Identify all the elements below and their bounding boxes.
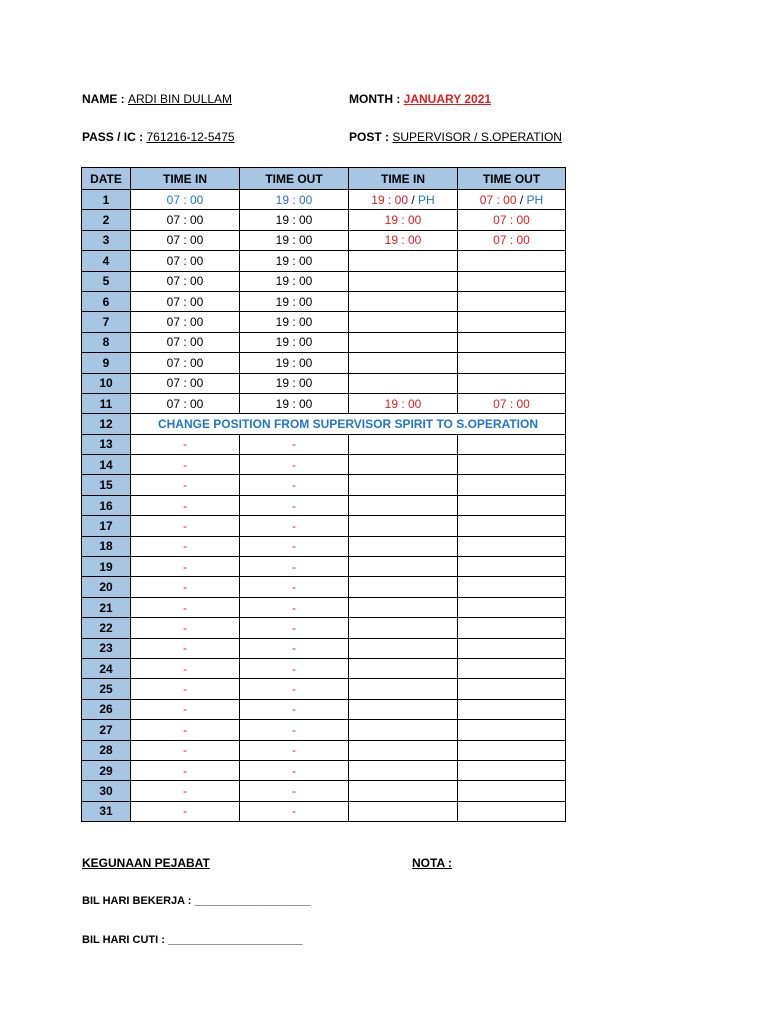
table-row [82,434,566,454]
time-in-cell: - [131,577,240,597]
table-row [82,781,566,801]
time-out-cell: - [240,434,349,454]
time-in-2-cell [349,618,458,638]
time-out-2-cell [458,332,566,352]
table-row [82,658,566,678]
time-in-2-cell [349,740,458,760]
time-in-cell: - [131,475,240,495]
time-out-cell: 19 : 00 [240,271,349,291]
table-row [82,597,566,617]
table-row [82,801,566,821]
time-out-2-cell [458,740,566,760]
time-in-cell: - [131,781,240,801]
col-time-in-2-header: TIME IN [349,168,458,190]
time-out-2-cell [458,251,566,271]
date-cell: 28 [82,740,131,760]
time-in-2-cell [349,393,458,413]
time-in-2-cell [349,638,458,658]
date-cell: 12 [82,414,131,434]
table-row [82,210,566,230]
time-in-2-value: 19 : 00 [384,213,422,228]
date-cell: 27 [82,720,131,740]
table-row [82,230,566,250]
time-in-2-cell [349,271,458,291]
time-out-cell: 19 : 00 [240,353,349,373]
name-label: NAME : [82,92,125,106]
time-in-2-cell [349,699,458,719]
time-out-cell: 19 : 00 [240,291,349,311]
date-cell: 18 [82,536,131,556]
col-time-in-header: TIME IN [131,168,240,190]
pass-field [82,130,235,144]
date-cell: 5 [82,271,131,291]
time-in-cell: - [131,638,240,658]
time-out-2-value: 07 : 00 [493,233,530,248]
date-cell: 31 [82,801,131,821]
time-in-2-cell [349,516,458,536]
time-in-cell: - [131,516,240,536]
leave-days-field: BIL HARI CUTI : ______________________ [82,934,303,946]
public-holiday-tag: PH [418,192,435,207]
nota-label: NOTA : [412,856,452,870]
time-in-2-value: 19 : 00 [371,192,408,207]
time-in-cell: - [131,720,240,740]
table-row [82,312,566,332]
date-cell: 3 [82,230,131,250]
time-out-cell: 19 : 00 [240,230,349,250]
time-in-2-cell: 19 : 00 / PH [349,190,458,210]
time-out-2-value: 07 : 00 [479,192,517,207]
date-cell: 14 [82,455,131,475]
time-in-2-cell [349,495,458,515]
table-row [82,271,566,291]
time-in-cell: 07 : 00 [131,373,240,393]
date-cell: 22 [82,618,131,638]
time-out-cell: 19 : 00 [240,373,349,393]
table-row [82,699,566,719]
date-cell: 19 [82,557,131,577]
public-holiday-tag: PH [526,192,544,207]
time-out-cell: - [240,679,349,699]
post-field [349,130,562,144]
table-row [82,291,566,311]
month-label: MONTH : [349,92,401,106]
time-out-cell: - [240,495,349,515]
table-row [82,373,566,393]
time-out-cell: 19 : 00 [240,332,349,352]
time-out-cell: - [240,455,349,475]
time-in-2-cell [349,332,458,352]
time-out-2-cell [458,393,566,413]
time-in-cell: 07 : 00 [131,312,240,332]
date-cell: 9 [82,353,131,373]
table-row [82,393,566,413]
time-out-2-value: 07 : 00 [493,213,530,228]
col-time-out-header: TIME OUT [240,168,349,190]
time-in-cell: - [131,434,240,454]
table-row [82,577,566,597]
time-in-2-cell [349,353,458,373]
time-out-2-cell [458,638,566,658]
time-out-cell: 19 : 00 [240,251,349,271]
time-out-cell: 19 : 00 [240,393,349,413]
date-cell: 15 [82,475,131,495]
time-out-cell: 19 : 00 [240,312,349,332]
time-in-2-cell [349,679,458,699]
time-in-2-cell [349,210,458,230]
time-in-2-cell [349,720,458,740]
time-in-cell: - [131,536,240,556]
office-use-label: KEGUNAAN PEJABAT [82,856,210,870]
date-cell: 11 [82,393,131,413]
col-time-out-2-header: TIME OUT [458,168,566,190]
date-cell: 30 [82,781,131,801]
time-out-2-cell [458,720,566,740]
time-in-cell: - [131,699,240,719]
time-out-2-cell [458,760,566,780]
date-cell: 2 [82,210,131,230]
time-out-2-cell [458,577,566,597]
date-cell: 20 [82,577,131,597]
table-header-row [82,168,566,190]
time-in-2-cell [349,557,458,577]
time-out-cell: 19 : 00 [240,190,349,210]
post-label: POST : [349,130,390,144]
time-out-2-cell [458,618,566,638]
time-out-cell: - [240,638,349,658]
time-in-cell: 07 : 00 [131,393,240,413]
time-out-cell: 19 : 00 [240,210,349,230]
time-in-2-value: 19 : 00 [384,233,422,248]
time-in-cell: - [131,597,240,617]
time-in-cell: 07 : 00 [131,230,240,250]
date-cell: 6 [82,291,131,311]
time-out-cell: - [240,577,349,597]
time-in-cell: - [131,801,240,821]
time-in-2-cell [349,475,458,495]
table-row [82,679,566,699]
time-out-2-cell [458,475,566,495]
time-out-2-cell [458,353,566,373]
month-value: JANUARY 2021 [403,92,492,106]
time-out-cell: - [240,557,349,577]
date-cell: 24 [82,658,131,678]
time-out-cell: - [240,618,349,638]
table-row [82,414,566,434]
date-cell: 26 [82,699,131,719]
date-cell: 7 [82,312,131,332]
time-out-2-cell [458,801,566,821]
date-cell: 17 [82,516,131,536]
table-row [82,536,566,556]
time-in-2-cell [349,597,458,617]
table-row [82,475,566,495]
table-row [82,557,566,577]
time-in-2-cell [349,760,458,780]
time-out-2-cell [458,434,566,454]
time-in-cell: - [131,618,240,638]
time-in-2-cell [349,291,458,311]
time-out-2-cell [458,291,566,311]
date-cell: 16 [82,495,131,515]
time-in-cell: 07 : 00 [131,353,240,373]
date-cell: 25 [82,679,131,699]
time-in-cell: 07 : 00 [131,332,240,352]
time-in-2-cell [349,801,458,821]
time-in-cell: 07 : 00 [131,291,240,311]
time-out-2-cell [458,271,566,291]
time-in-cell: 07 : 00 [131,271,240,291]
time-in-2-cell [349,373,458,393]
time-out-cell: - [240,781,349,801]
time-out-2-cell [458,516,566,536]
name-value: ARDI BIN DULLAM [128,92,233,106]
time-in-2-cell [349,251,458,271]
pass-value: 761216-12-5475 [146,130,235,144]
date-cell: 29 [82,760,131,780]
time-out-2-cell [458,679,566,699]
table-row [82,516,566,536]
time-out-cell: - [240,720,349,740]
date-cell: 23 [82,638,131,658]
time-out-2-cell [458,373,566,393]
time-out-2-cell [458,536,566,556]
table-row [82,353,566,373]
time-in-2-cell [349,781,458,801]
time-in-2-cell [349,536,458,556]
time-out-2-value: 07 : 00 [493,396,530,411]
time-in-cell: - [131,679,240,699]
date-cell: 21 [82,597,131,617]
col-date-header: DATE [82,168,131,190]
time-in-2-cell [349,230,458,250]
time-out-2-cell [458,210,566,230]
time-in-cell: - [131,760,240,780]
time-out-2-cell [458,312,566,332]
time-out-cell: - [240,699,349,719]
time-in-cell: 07 : 00 [131,210,240,230]
table-row [82,760,566,780]
time-in-cell: 07 : 00 [131,190,240,210]
time-in-cell: - [131,495,240,515]
table-row [82,638,566,658]
time-out-cell: - [240,740,349,760]
table-row [82,720,566,740]
date-cell: 8 [82,332,131,352]
time-out-2-cell [458,597,566,617]
date-cell: 4 [82,251,131,271]
table-row [82,251,566,271]
time-out-cell: - [240,536,349,556]
table-row [82,740,566,760]
time-in-cell: - [131,740,240,760]
table-row [82,190,566,210]
time-out-cell: - [240,658,349,678]
time-out-cell: - [240,801,349,821]
pass-label: PASS / IC : [82,130,144,144]
note-cell: CHANGE POSITION FROM SUPERVISOR SPIRIT TO S.OPERATION [131,414,566,434]
time-out-2-cell [458,699,566,719]
time-out-cell: - [240,597,349,617]
time-in-cell: - [131,658,240,678]
date-cell: 1 [82,190,131,210]
time-in-cell: - [131,557,240,577]
date-cell: 10 [82,373,131,393]
time-in-2-value: 19 : 00 [384,396,422,411]
table-row [82,455,566,475]
date-cell: 13 [82,434,131,454]
attendance-rows [82,190,566,822]
time-out-2-cell [458,658,566,678]
time-in-2-cell [349,658,458,678]
time-out-2-cell [458,557,566,577]
post-value: SUPERVISOR / S.OPERATION [392,130,562,144]
time-in-cell: - [131,455,240,475]
table-row [82,332,566,352]
time-out-cell: - [240,516,349,536]
time-in-2-cell [349,577,458,597]
work-days-field: BIL HARI BEKERJA : ___________________ [82,895,311,907]
time-out-2-cell [458,781,566,801]
time-out-2-cell [458,455,566,475]
table-row [82,495,566,515]
time-out-2-cell: 07 : 00 / PH [458,190,566,210]
time-in-2-cell [349,434,458,454]
time-out-2-cell [458,230,566,250]
table-row [82,618,566,638]
time-in-2-cell [349,312,458,332]
attendance-table [81,167,566,822]
time-out-2-cell [458,495,566,515]
time-out-cell: - [240,475,349,495]
name-field [82,92,232,106]
time-in-cell: 07 : 00 [131,251,240,271]
month-field [349,92,491,106]
time-in-2-cell [349,455,458,475]
time-out-cell: - [240,760,349,780]
